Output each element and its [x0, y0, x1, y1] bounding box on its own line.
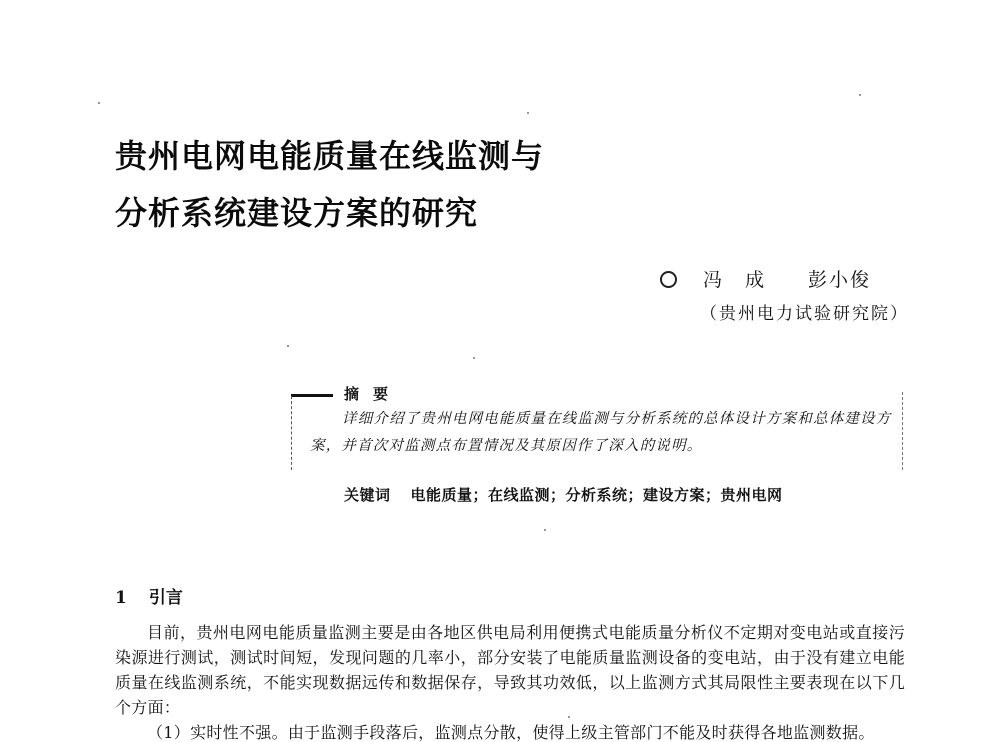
abstract-right-border: [902, 392, 903, 470]
keywords-list: 电能质量；在线监测；分析系统；建设方案；贵州电网: [410, 486, 783, 504]
scan-speck: [859, 94, 861, 96]
paper-title-line-1: 贵州电网电能质量在线监测与: [115, 137, 545, 175]
abstract-heading: 摘要: [344, 385, 403, 403]
scan-speck: [473, 357, 475, 359]
keywords: [344, 484, 783, 505]
scan-speck: [568, 716, 570, 718]
section-title: 引言: [148, 588, 183, 608]
scan-speck: [544, 529, 546, 531]
abstract-left-border: [291, 396, 292, 470]
author-circle-icon: [660, 271, 677, 288]
abstract-body: 详细介绍了贵州电网电能质量在线监测与分析系统的总体设计方案和总体建设方案，并首次对监测点布置情况及其原因作了深入的说明。: [310, 411, 892, 454]
authors: 冯 成 彭小俊: [703, 269, 872, 291]
paper-title-line-2: 分析系统建设方案的研究: [115, 194, 479, 232]
section-heading: [115, 583, 183, 608]
abstract-text: [310, 406, 896, 460]
body-text: [115, 620, 905, 742]
keywords-label: 关键词: [344, 486, 391, 504]
list-item: （1）实时性不强。由于监测手段落后，监测点分散，使得上级主管部门不能及时获得各地监测数据。: [147, 723, 875, 742]
author-line: [660, 265, 871, 292]
scan-speck: [98, 102, 100, 104]
section-number: 1: [115, 588, 127, 608]
affiliation: （贵州电力试验研究院）: [700, 304, 909, 324]
abstract-rule: [291, 394, 333, 397]
scan-speck: [527, 112, 529, 114]
scan-speck: [287, 345, 289, 347]
paragraph: 目前，贵州电网电能质量监测主要是由各地区供电局利用便携式电能质量分析仪不定期对变电站或直接污染源进行测试，测试时间短，发现问题的几率小，部分安装了电能质量监测设备的变电站，由于没有建立电能质量在线监测系统，不能实现数据远传和数据保存，导致其功效低，以上监测方式其局限性主要表现在以下几个方面：: [115, 623, 905, 717]
